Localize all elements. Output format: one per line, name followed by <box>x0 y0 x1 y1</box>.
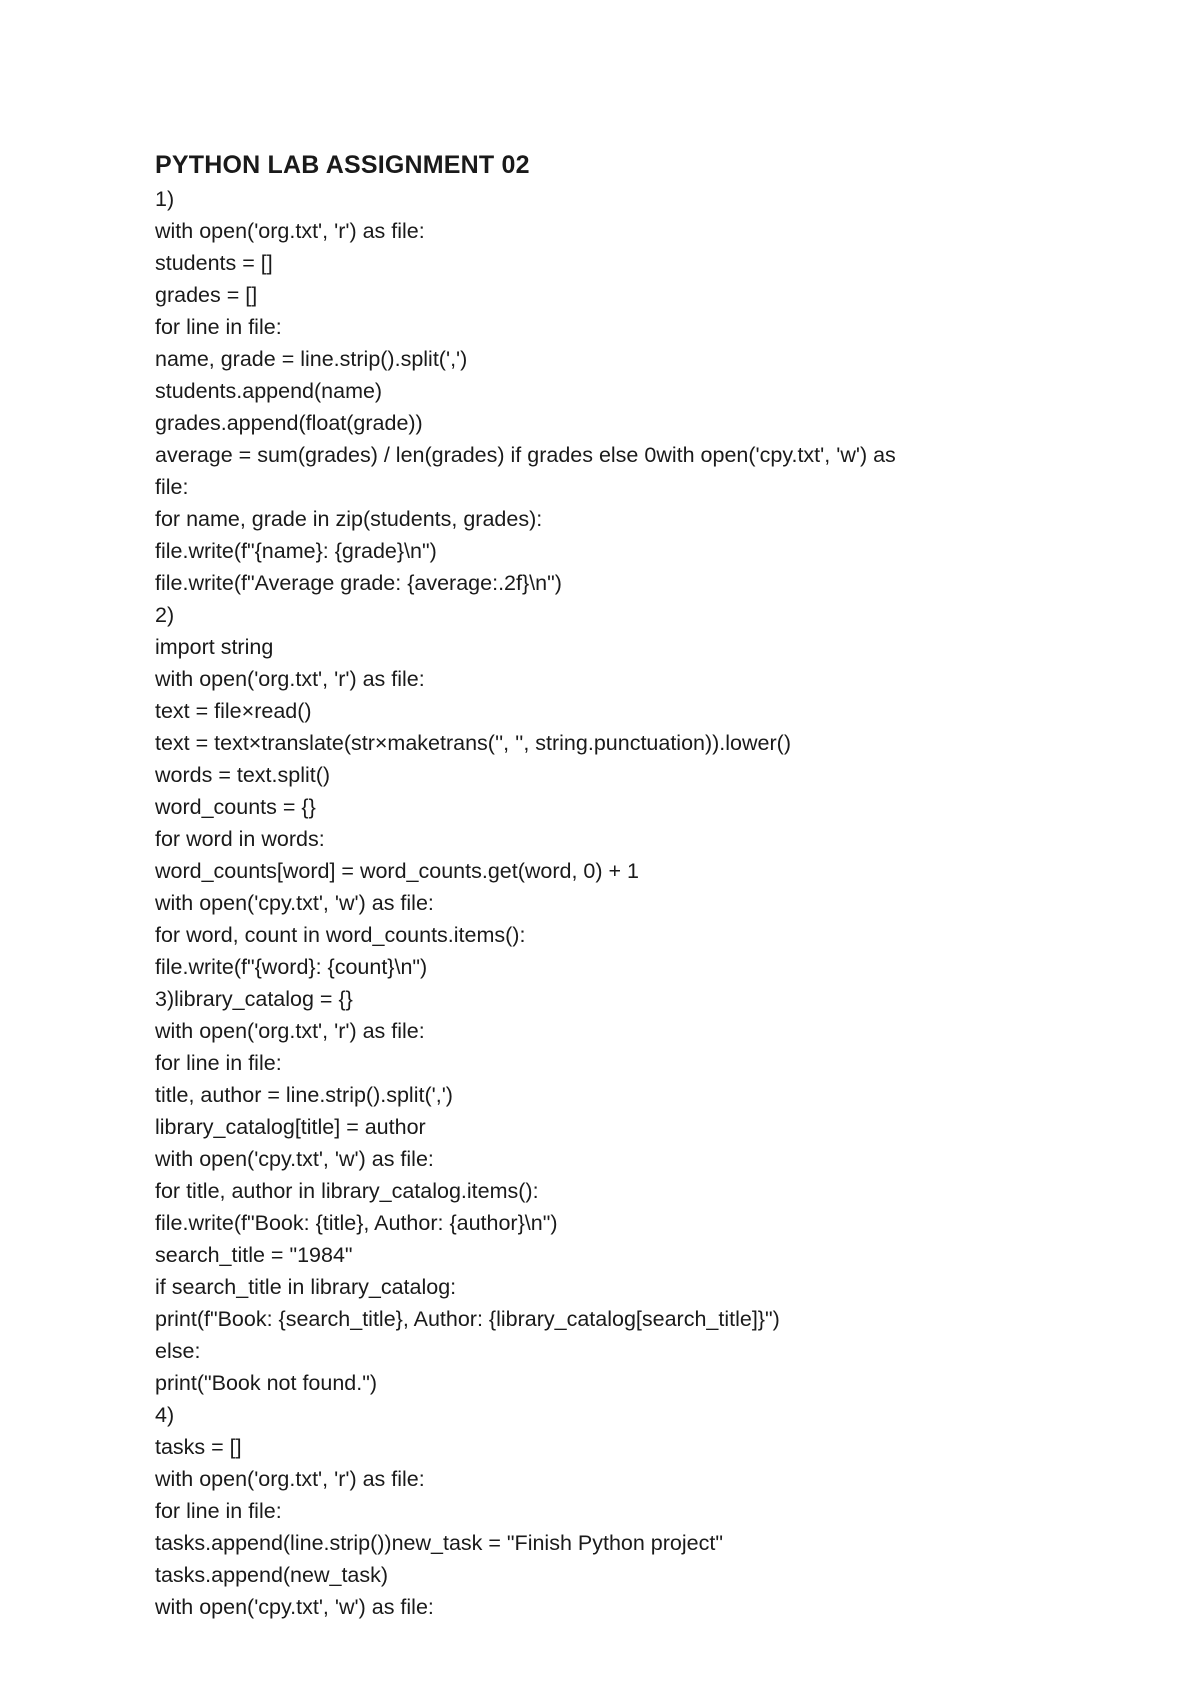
code-line: file: <box>155 475 189 499</box>
code-line: grades.append(float(grade)) <box>155 411 423 435</box>
code-line: file.write(f"Average grade: {average:.2f}\n") <box>155 571 562 595</box>
code-line: tasks.append(new_task) <box>155 1563 389 1587</box>
code-line: if search_title in library_catalog: <box>155 1275 457 1299</box>
code-line: grades = [] <box>155 283 258 307</box>
code-line: students = [] <box>155 251 273 275</box>
code-line: tasks.append(line.strip())new_task = "Finish Python project" <box>155 1531 723 1555</box>
code-line: 1) <box>155 187 175 211</box>
code-line: students.append(name) <box>155 379 383 403</box>
document-body <box>155 148 1055 1623</box>
code-line: for word in words: <box>155 827 325 851</box>
code-line: print(f"Book: {search_title}, Author: {library_catalog[search_title]}") <box>155 1307 780 1331</box>
code-line: 3)library_catalog = {} <box>155 987 353 1011</box>
code-line: file.write(f"{word}: {count}\n") <box>155 955 428 979</box>
code-line: title, author = line.strip().split(',') <box>155 1083 453 1107</box>
code-line: average = sum(grades) / len(grades) if grades else 0with open('cpy.txt', 'w') as <box>155 443 896 467</box>
code-line: with open('cpy.txt', 'w') as file: <box>155 1147 434 1171</box>
code-line: file.write(f"Book: {title}, Author: {author}\n") <box>155 1211 558 1235</box>
code-line: with open('org.txt', 'r') as file: <box>155 1019 425 1043</box>
code-line: for line in file: <box>155 1051 282 1075</box>
code-line: with open('org.txt', 'r') as file: <box>155 667 425 691</box>
code-line: for title, author in library_catalog.items(): <box>155 1179 539 1203</box>
code-line: text = text×translate(str×maketrans('', '', string.punctuation)).lower() <box>155 731 791 755</box>
code-line: 4) <box>155 1403 175 1427</box>
code-line: file.write(f"{name}: {grade}\n") <box>155 539 437 563</box>
code-line: word_counts = {} <box>155 795 316 819</box>
code-line: else: <box>155 1339 201 1363</box>
code-line: for line in file: <box>155 315 282 339</box>
code-line: print("Book not found.") <box>155 1371 378 1395</box>
code-line: library_catalog[title] = author <box>155 1115 426 1139</box>
code-line: search_title = "1984" <box>155 1243 353 1267</box>
code-line: tasks = [] <box>155 1435 242 1459</box>
code-line: for name, grade in zip(students, grades): <box>155 507 543 531</box>
code-line: word_counts[word] = word_counts.get(word, 0) + 1 <box>155 859 640 883</box>
code-line: with open('org.txt', 'r') as file: <box>155 219 425 243</box>
code-line: name, grade = line.strip().split(',') <box>155 347 468 371</box>
code-line: words = text.split() <box>155 763 331 787</box>
code-line: 2) <box>155 603 175 627</box>
code-line: with open('org.txt', 'r') as file: <box>155 1467 425 1491</box>
code-line: with open('cpy.txt', 'w') as file: <box>155 891 434 915</box>
document-title: PYTHON LAB ASSIGNMENT 02 <box>155 151 530 179</box>
code-line: import string <box>155 635 274 659</box>
code-line: text = file×read() <box>155 699 312 723</box>
code-line: for line in file: <box>155 1499 282 1523</box>
code-line: with open('cpy.txt', 'w') as file: <box>155 1595 434 1619</box>
code-line: for word, count in word_counts.items(): <box>155 923 526 947</box>
code-lines <box>155 183 1055 1623</box>
